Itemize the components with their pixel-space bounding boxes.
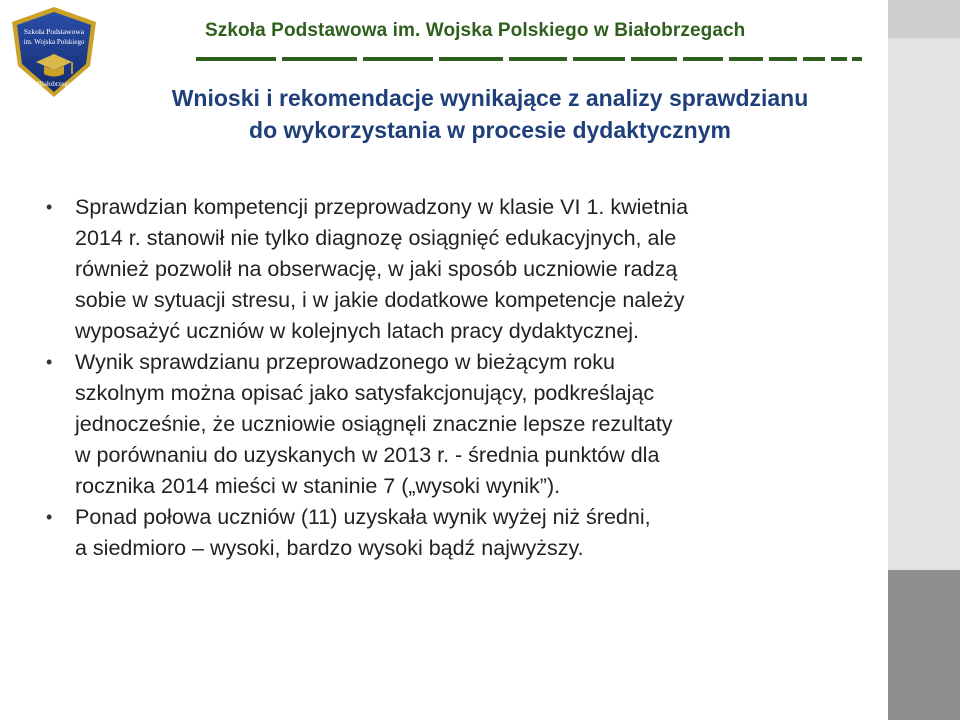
- school-crest-icon: [6, 4, 102, 100]
- logo-text-line1: Szkoła Podstawowa: [23, 27, 85, 36]
- bullet-item: [40, 502, 840, 564]
- side-strip-top: [888, 0, 960, 38]
- bullet-line: 2014 r. stanowił nie tylko diagnozę osiągnięć edukacyjnych, ale: [75, 226, 677, 250]
- decorative-side-strip: [888, 0, 960, 720]
- bullet-line: Ponad połowa uczniów (11) uzyskała wynik wyżej niż średni,: [75, 505, 651, 529]
- slide-title: [100, 82, 880, 146]
- bullet-line: sobie w sytuacji stresu, i w jakie dodatkowe kompetencje należy: [75, 288, 685, 312]
- bullet-line: jednocześnie, że uczniowie osiągnęli znacznie lepsze rezultaty: [75, 412, 673, 436]
- side-strip-bottom: [888, 570, 960, 720]
- bullet-item: [40, 347, 840, 502]
- bullet-line: Sprawdzian kompetencji przeprowadzony w klasie VI 1. kwietnia: [75, 195, 689, 219]
- bullet-line: wyposażyć uczniów w kolejnych latach pracy dydaktycznej.: [75, 319, 640, 343]
- logo-text-line2: im. Wojska Polskiego: [23, 38, 85, 46]
- bullet-line: również pozwolił na obserwację, w jaki sposób uczniowie radzą: [75, 257, 678, 281]
- bullet-item: [40, 192, 840, 347]
- bullet-line: a siedmioro – wysoki, bardzo wysoki bądź najwyższy.: [75, 536, 584, 560]
- bullet-line: rocznika 2014 mieści w staninie 7 („wysoki wynik”).: [75, 474, 561, 498]
- decorative-dash-line: [196, 56, 866, 62]
- bullet-dot-icon: •: [46, 352, 53, 372]
- bullet-list: [40, 192, 840, 564]
- school-name-header: Szkoła Podstawowa im. Wojska Polskiego w Białobrzegach: [205, 20, 746, 41]
- slide-title-line1: Wnioski i rekomendacje wynikające z analizy sprawdzianu: [171, 85, 809, 111]
- bullet-dot-icon: •: [46, 197, 53, 217]
- logo-text-line3: w Białobrzegach: [30, 80, 78, 88]
- bullet-line: szkolnym można opisać jako satysfakcjonujący, podkreślając: [75, 381, 655, 405]
- bullet-line: w porównaniu do uzyskanych w 2013 r. - średnia punktów dla: [75, 443, 660, 467]
- bullet-dot-icon: •: [46, 507, 53, 527]
- bullet-line: Wynik sprawdzianu przeprowadzonego w bieżącym roku: [75, 350, 615, 374]
- slide-title-line2: do wykorzystania w procesie dydaktycznym: [249, 117, 731, 143]
